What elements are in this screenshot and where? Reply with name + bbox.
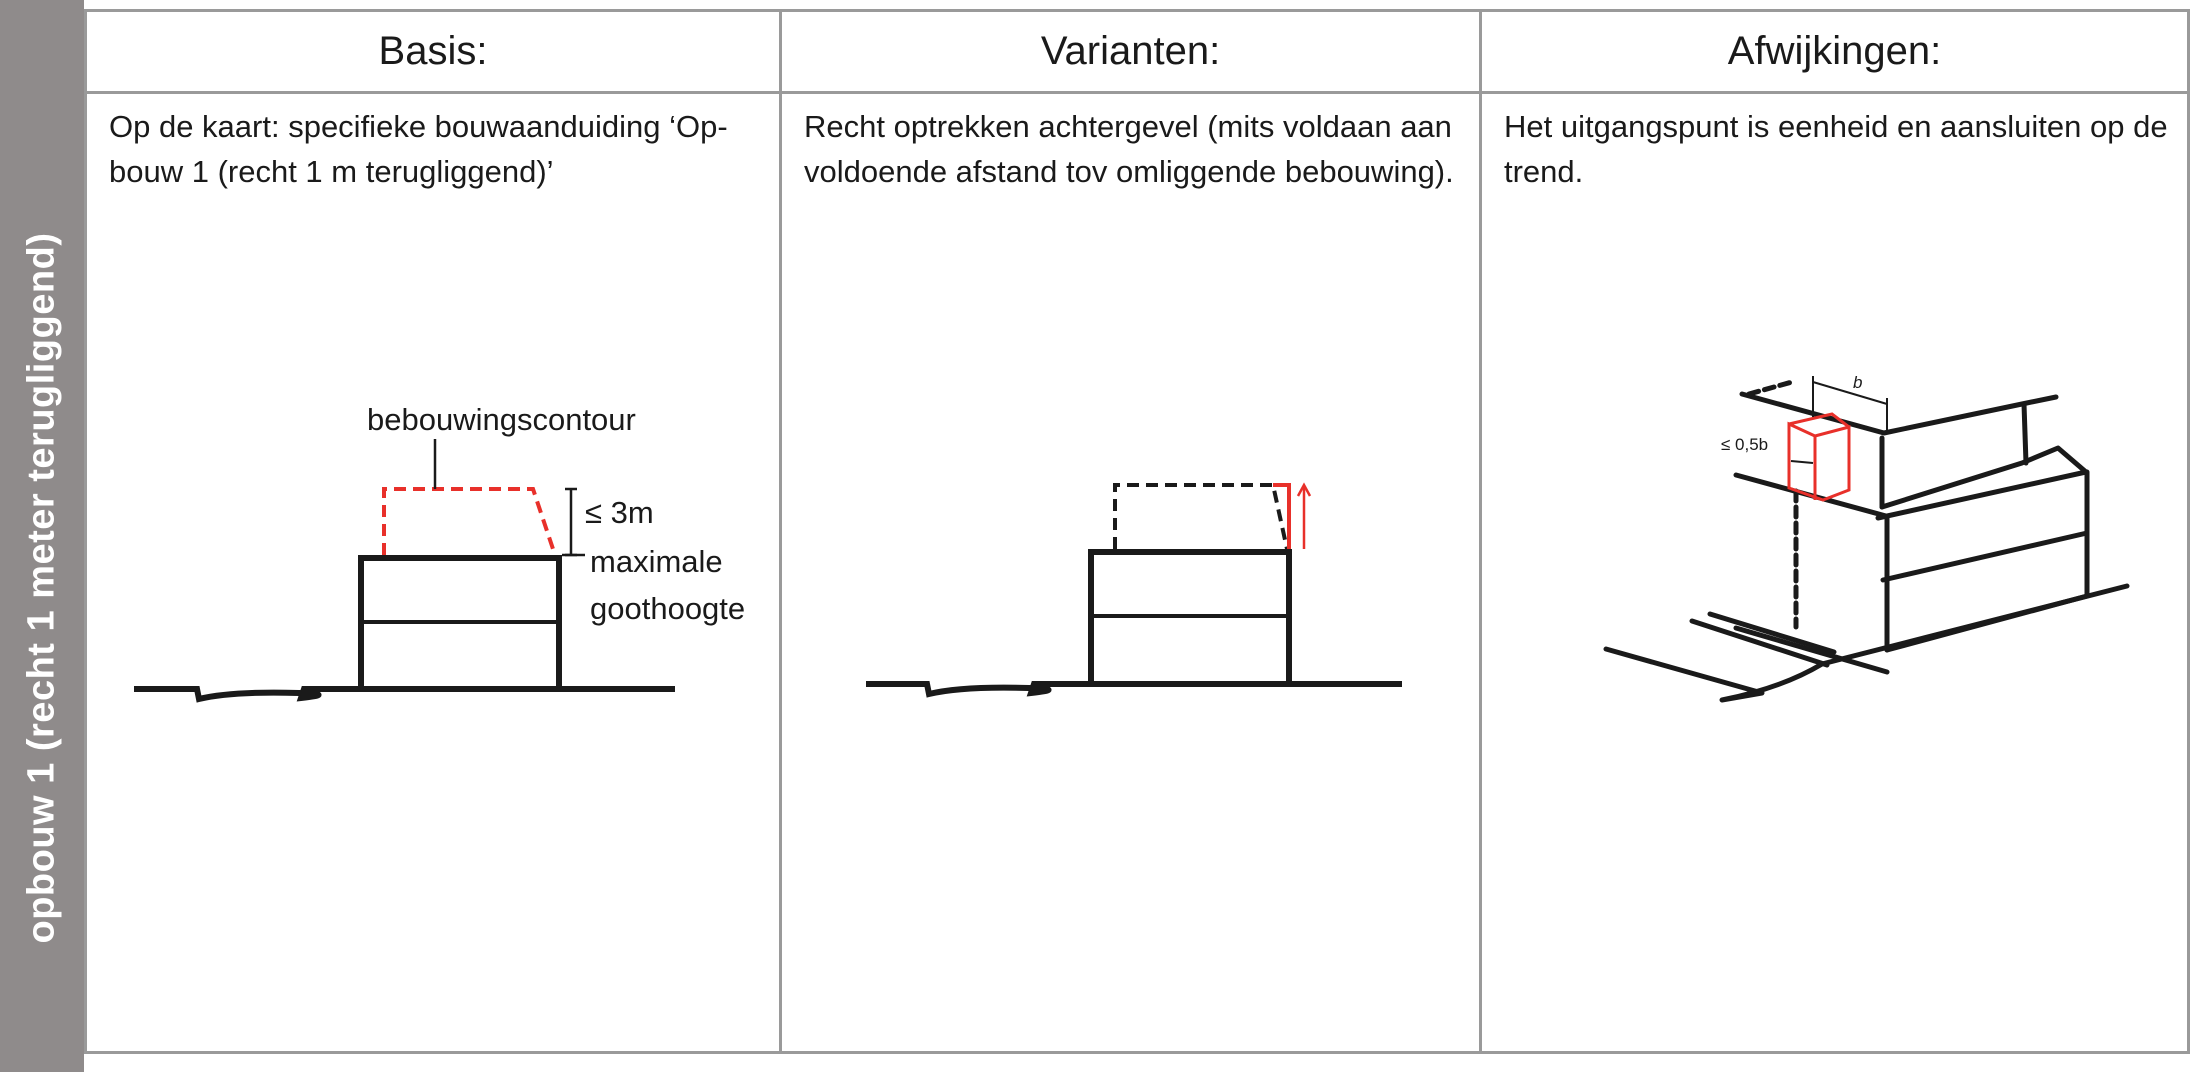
column-afwijkingen [1479,9,2190,1054]
roof-front [2024,404,2026,463]
ground-line [869,684,1399,694]
sidebar [0,0,84,1072]
facade-line-3 [1883,533,2087,580]
column-header: Basis: [87,12,779,94]
column-description: Op de kaart: specifieke bouwaanduiding ‘Op-bouw 1 (recht 1 m terugliggend)’ [109,109,728,189]
ridge-dashed [1749,382,1792,394]
width-label: b [1853,373,1863,392]
width-dimension [1813,382,1887,404]
depth-dimension [1791,461,1813,463]
eave-label-line1: maximale [590,544,723,579]
afwijkingen-diagram [1482,12,2193,1057]
height-dimension [562,489,585,555]
contour-dashed [384,489,555,555]
contour-label: bebouwingscontour [367,402,636,437]
column-header: Afwijkingen: [1482,12,2187,94]
raise-arrow-icon [1298,485,1310,549]
varianten-diagram [782,12,1485,1057]
column-description: Recht optrekken achtergevel (mits voldaan aan voldoende afstand tov omliggende bebouwing). [804,109,1454,189]
column-basis [84,9,782,1054]
column-varianten [779,9,1482,1054]
dormer-box [1789,414,1849,500]
ground-line [137,689,672,699]
column-header: Varianten: [782,12,1479,94]
raised-contour-dashed [1115,485,1287,549]
depth-label: ≤ 0,5b [1721,435,1769,454]
column-description: Het uitgangspunt is eenheid en aansluiten op de trend. [1504,109,2168,189]
eave-label-line2: goothoogte [590,591,746,626]
height-label: ≤ 3m [585,495,654,530]
facade-line-2 [1878,472,2086,518]
basis-diagram [87,12,785,1057]
street-line [1606,586,2127,700]
sidebar-title: opbouw 1 (recht 1 meter terugliggend) [20,232,63,944]
ground-front [1887,596,2087,650]
street-floor [1736,628,1887,672]
